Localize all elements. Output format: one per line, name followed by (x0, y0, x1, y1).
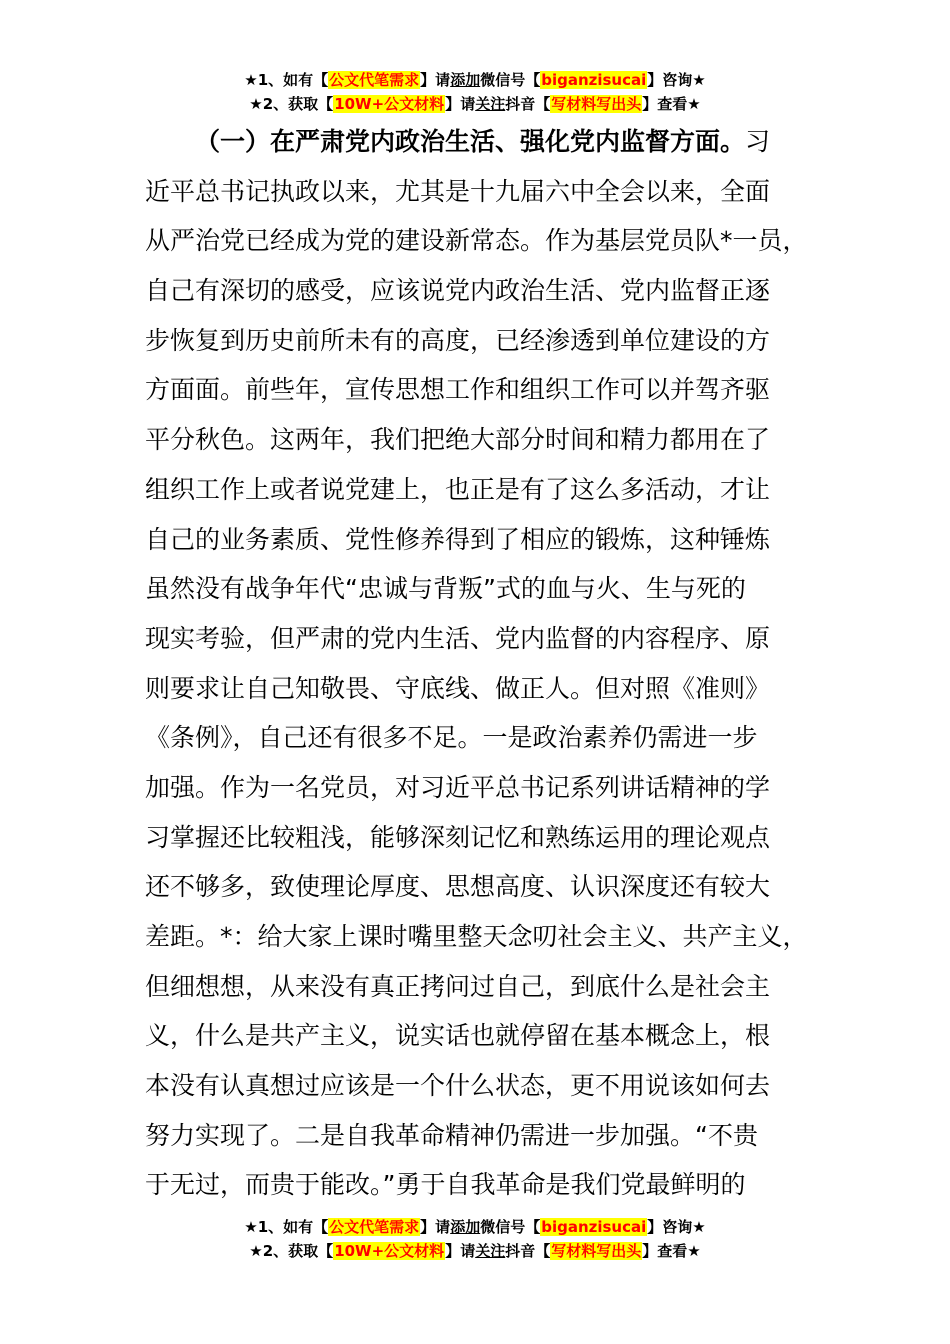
promo-text: 】请 (445, 1242, 476, 1260)
paragraph-line: 加强。作为一名党员，对习近平总书记系列讲话精神的学 (145, 772, 771, 802)
paragraph-line: 义，什么是共产主义，说实话也就停留在基本概念上，根 (145, 1021, 771, 1051)
paragraph-line: 自己的业务素质、党性修养得到了相应的锻炼，这种锤炼 (145, 524, 771, 554)
promo-text: 微信号【 (480, 1218, 541, 1236)
promo-text: 】查看★ (642, 1242, 701, 1260)
promo-text: ★2、获取【 (249, 1242, 334, 1260)
footer-promo-banner (0, 1215, 950, 1263)
promo-wechat-id: biganzisucai (541, 1218, 647, 1236)
promo-text: ★1、如有【 (244, 1218, 329, 1236)
section-heading: （一）在严肃党内政治生活、强化党内监督方面。 (195, 127, 746, 156)
promo-text: 】咨询★ (647, 1218, 706, 1236)
promo-text: 微信号【 (480, 71, 541, 89)
promo-douyin-account: 写材料写出头 (551, 95, 642, 113)
promo-line-1 (0, 68, 950, 92)
paragraph-line: 努力实现了。二是自我革命精神仍需进一步加强。“不贵 (145, 1120, 758, 1150)
paragraph-line: 则要求让自己知敬畏、守底线、做正人。但对照《准则》 (145, 673, 771, 703)
promo-line-2 (0, 92, 950, 116)
promo-text: 】请 (420, 71, 451, 89)
paragraph-line: 差距。*：给大家上课时嘴里整天念叨社会主义、共产主义， (145, 922, 808, 951)
promo-underlined-text: 关注 (475, 95, 506, 113)
promo-highlight: 10W+公文材料 (334, 95, 445, 113)
promo-highlight: 10W+公文材料 (334, 1242, 445, 1260)
paragraph-line: 方面面。前些年，宣传思想工作和组织工作可以并驾齐驱 (145, 375, 771, 405)
promo-underlined-text: 关注 (475, 1242, 506, 1260)
promo-line-2 (0, 1239, 950, 1263)
promo-douyin-account: 写材料写出头 (551, 1242, 642, 1260)
paragraph-line: 组织工作上或者说党建上，也正是有了这么多活动，才让 (145, 474, 771, 504)
paragraph-line: 但细想想，从来没有真正拷问过自己，到底什么是社会主 (145, 971, 771, 1001)
paragraph-line: 习掌握还比较粗浅，能够深刻记忆和熟练运用的理论观点 (145, 822, 771, 852)
paragraph-line: 自己有深切的感受，应该说党内政治生活、党内监督正逐 (145, 276, 771, 306)
paragraph-line: 还不够多，致使理论厚度、思想高度、认识深度还有较大 (145, 872, 771, 902)
paragraph-line: 平分秋色。这两年，我们把绝大部分时间和精力都用在了 (145, 425, 771, 455)
promo-highlight: 公文代笔需求 (329, 1218, 420, 1236)
promo-underlined-text: 添加 (450, 71, 481, 89)
paragraph-line: 现实考验，但严肃的党内生活、党内监督的内容程序、原 (145, 623, 771, 653)
paragraph-text: 习 (745, 127, 771, 156)
promo-text: 】查看★ (642, 95, 701, 113)
promo-line-1 (0, 1215, 950, 1239)
document-body (145, 117, 835, 1210)
promo-text: 】咨询★ (647, 71, 706, 89)
promo-underlined-text: 添加 (450, 1218, 481, 1236)
paragraph-line: 《条例》，自己还有很多不足。一是政治素养仍需进一步 (145, 723, 758, 753)
promo-text: 】请 (420, 1218, 451, 1236)
promo-text: 抖音【 (505, 95, 551, 113)
paragraph-line: 虽然没有战争年代“忠诚与背叛”式的血与火、生与死的 (145, 574, 746, 604)
promo-text: ★2、获取【 (249, 95, 334, 113)
promo-highlight: 公文代笔需求 (329, 71, 420, 89)
promo-text: 】请 (445, 95, 476, 113)
paragraph-line: 近平总书记执政以来，尤其是十九届六中全会以来，全面 (145, 176, 771, 206)
promo-text: ★1、如有【 (244, 71, 329, 89)
header-promo-banner (0, 68, 950, 116)
paragraph-line: 于无过，而贵于能改。”勇于自我革命是我们党最鲜明的 (145, 1170, 746, 1200)
paragraph-line: 步恢复到历史前所未有的高度，已经渗透到单位建设的方 (145, 325, 771, 355)
paragraph-first-line (145, 117, 835, 167)
promo-text: 抖音【 (505, 1242, 551, 1260)
promo-wechat-id: biganzisucai (541, 71, 647, 89)
paragraph-line: 从严治党已经成为党的建设新常态。作为基层党员队*一员， (145, 226, 808, 256)
paragraph-line: 本没有认真想过应该是一个什么状态，更不用说该如何去 (145, 1071, 771, 1101)
